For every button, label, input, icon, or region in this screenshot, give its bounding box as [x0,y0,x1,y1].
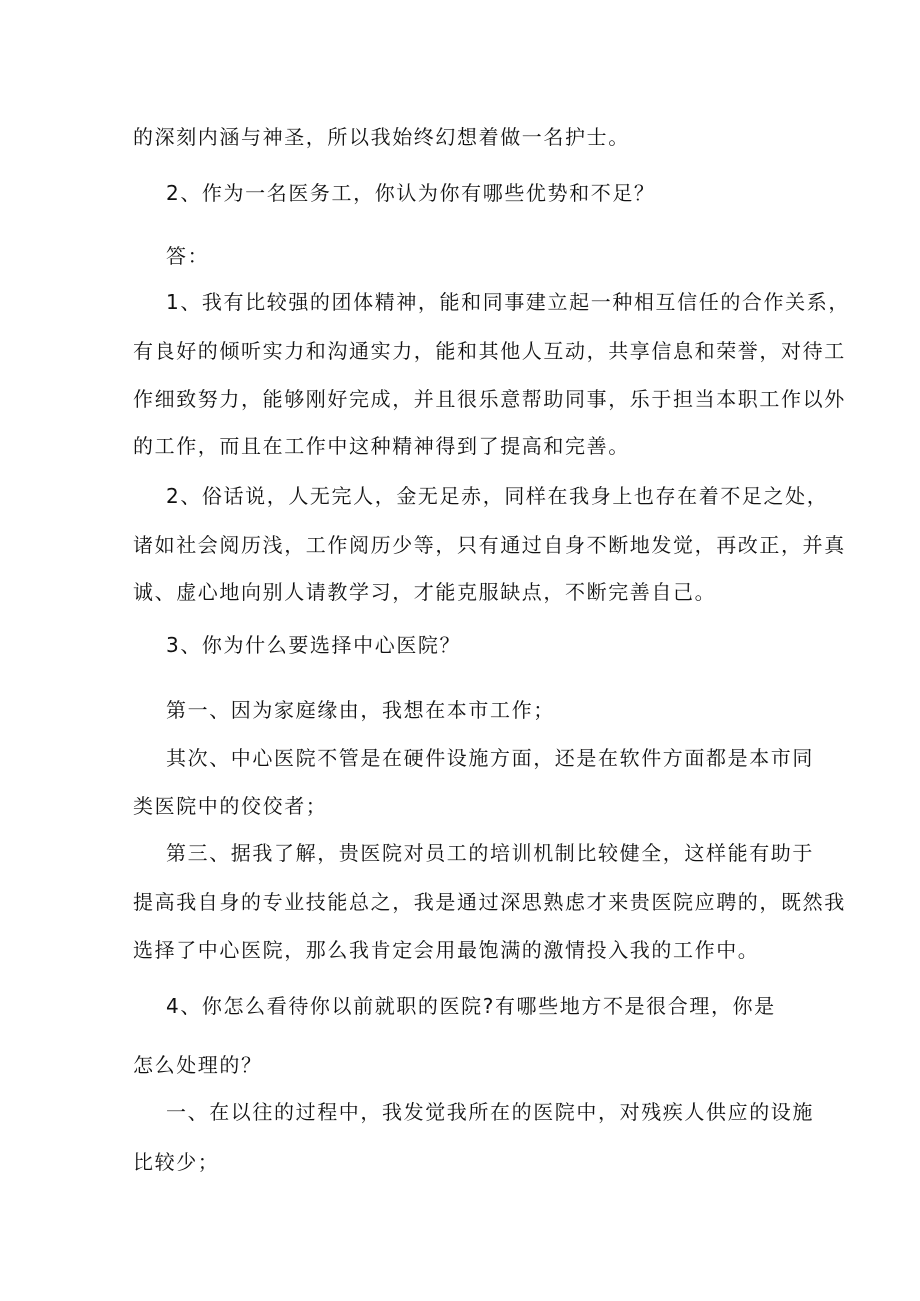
paragraph-line: 1、我有比较强的团体精神，能和同事建立起一种相互信任的合作关系， [166,290,850,314]
answer-label: 答： [166,244,210,268]
paragraph-line: 诚、虚心地向别人请教学习，才能克服缺点，不断完善自己。 [133,580,717,604]
question-3: 3、你为什么要选择中心医院？ [166,633,462,657]
question-4: 4、你怎么看待你以前就职的医院?有哪些地方不是很合理，你是 [166,994,776,1018]
paragraph-line: 有良好的倾听实力和沟通实力，能和其他人互动，共享信息和荣誉，对待工 [133,339,846,363]
paragraph-line: 其次、中心医院不管是在硬件设施方面，还是在软件方面都是本市同 [166,746,814,770]
paragraph-line: 诸如社会阅历浅，工作阅历少等，只有通过自身不断地发觉，再改正，并真 [133,533,846,557]
paragraph-line: 2、俗话说，人无完人，金无足赤，同样在我身上也存在着不足之处， [166,484,829,508]
paragraph-line: 选择了中心医院，那么我肯定会用最饱满的激情投入我的工作中。 [133,938,760,962]
paragraph-line: 类医院中的佼佼者； [133,794,328,818]
paragraph-line: 的深刻内涵与神圣，所以我始终幻想着做一名护士。 [133,125,630,149]
paragraph-line: 怎么处理的？ [133,1053,263,1077]
paragraph-line: 作细致努力，能够刚好完成，并且很乐意帮助同事，乐于担当本职工作以外 [133,387,846,411]
paragraph-line: 第三、据我了解，贵医院对员工的培训机制比较健全，这样能有助于 [166,841,814,865]
paragraph-line: 一、在以往的过程中，我发觉我所在的医院中，对残疾人供应的设施 [166,1100,814,1124]
paragraph-line: 的工作，而且在工作中这种精神得到了提高和完善。 [133,434,630,458]
paragraph-line: 提高我自身的专业技能总之，我是通过深思熟虑才来贵医院应聘的，既然我 [133,890,846,914]
paragraph-line: 第一、因为家庭缘由，我想在本市工作； [166,698,555,722]
paragraph-line: 比较少； [133,1150,220,1174]
question-2: 2、作为一名医务工，你认为你有哪些优势和不足？ [166,181,656,205]
